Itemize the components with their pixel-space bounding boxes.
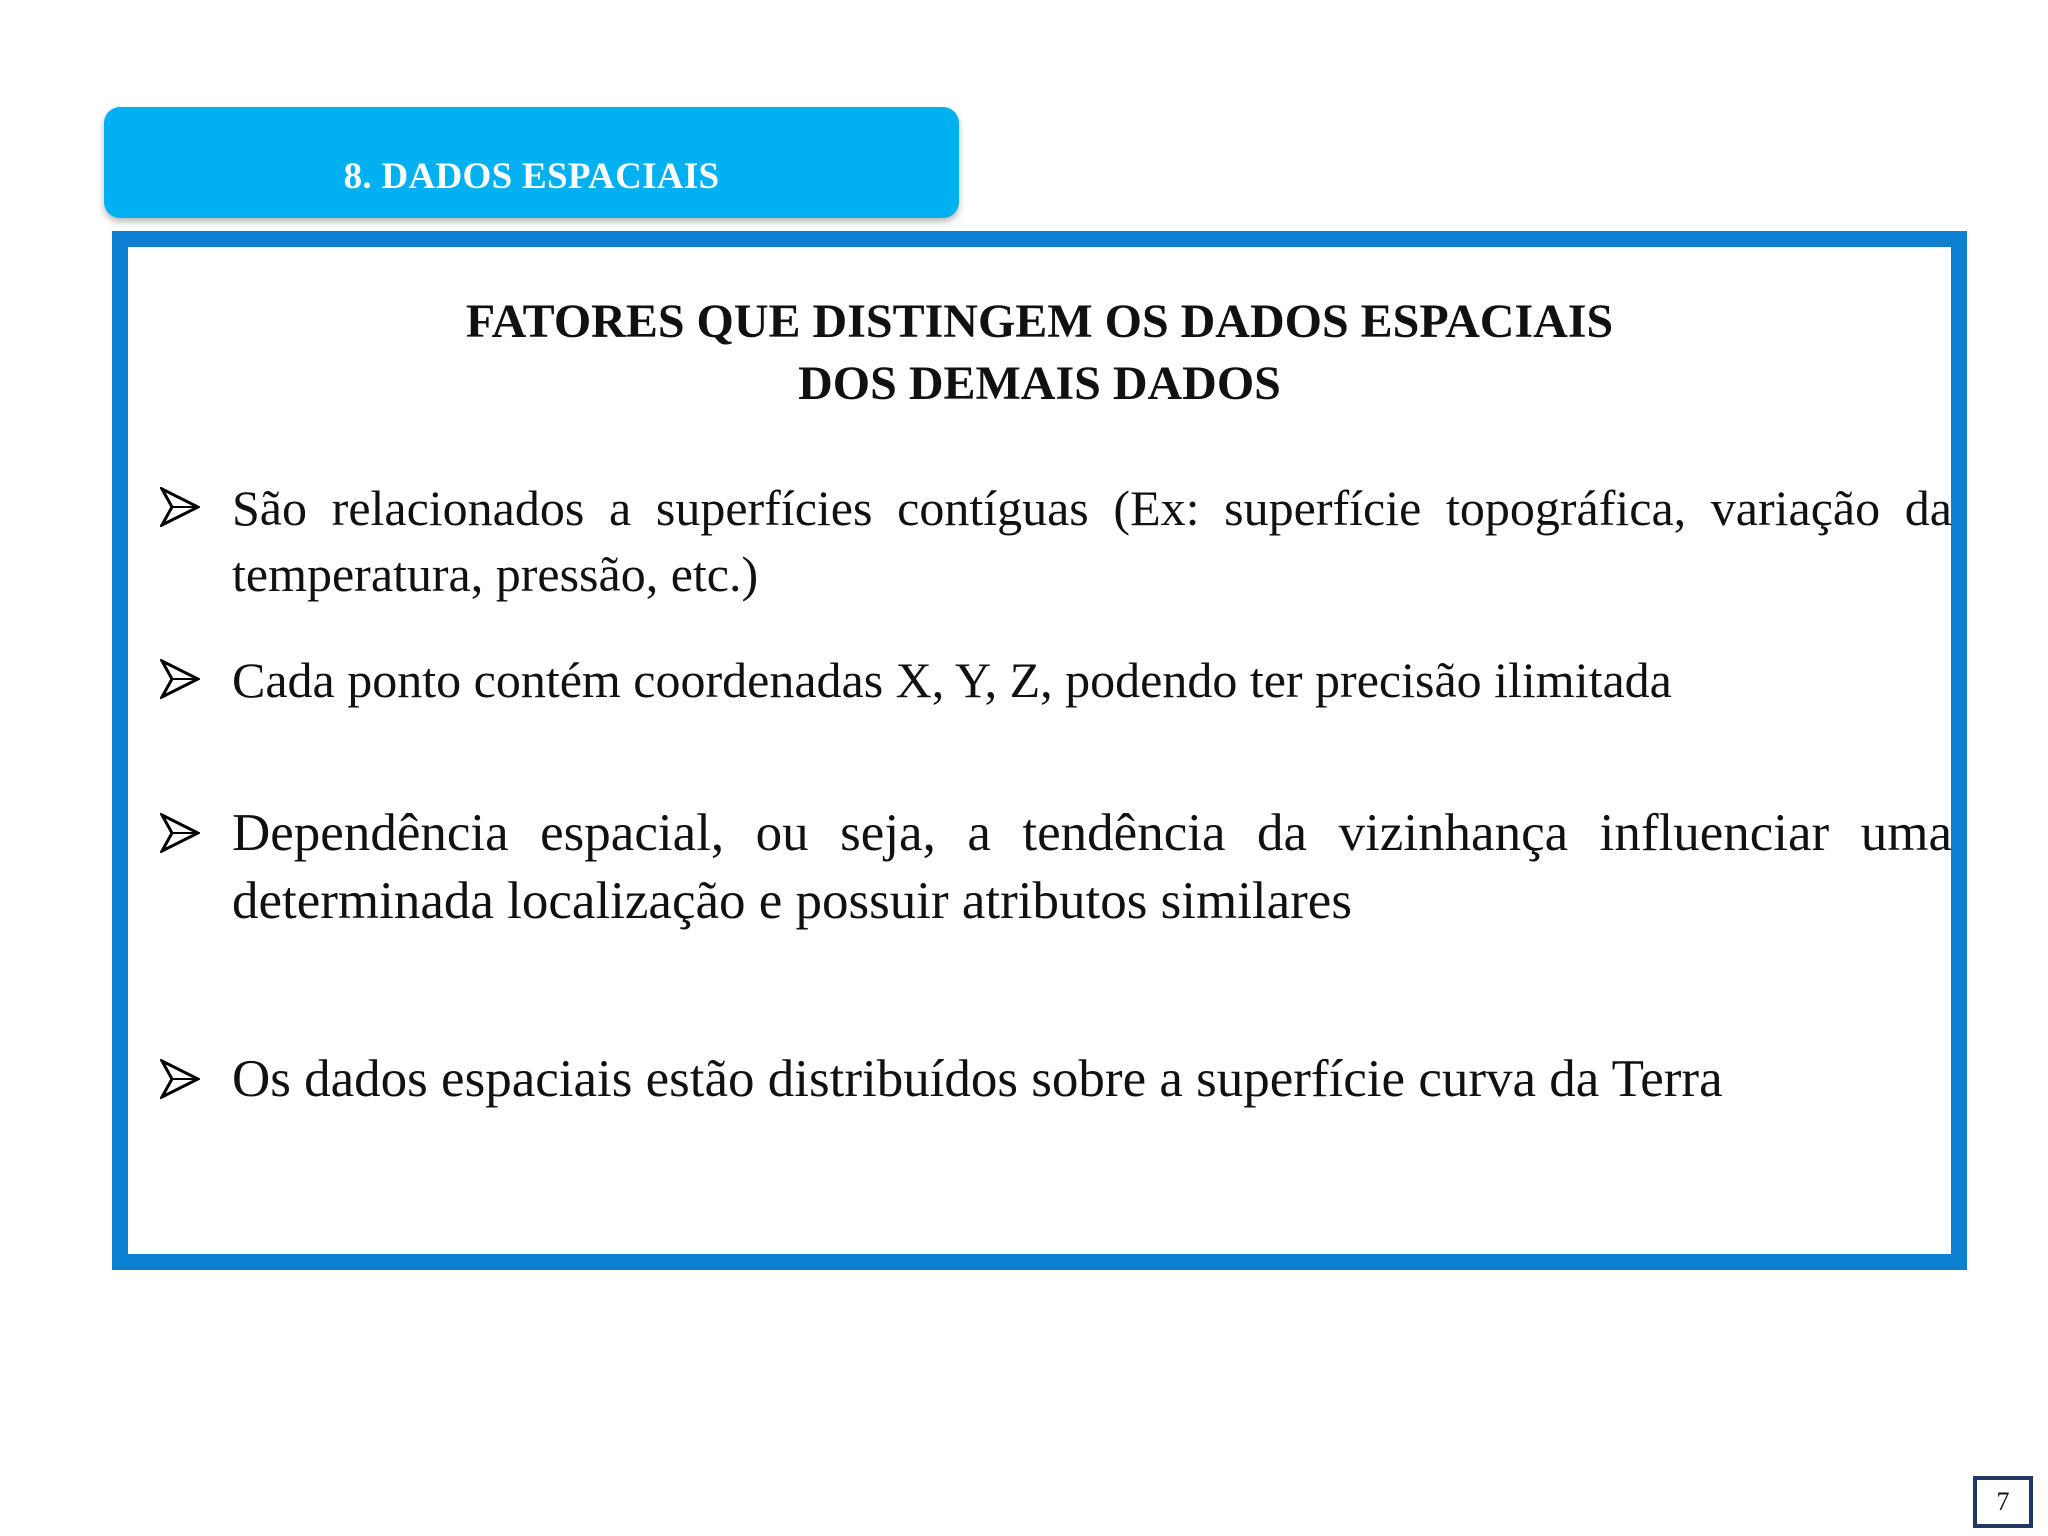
section-header-tab <box>104 107 959 218</box>
arrowhead-bullet-icon <box>160 1059 200 1099</box>
slide-title-line-2: DOS DEMAIS DADOS <box>798 357 1281 410</box>
arrowhead-bullet-icon <box>160 659 200 699</box>
bullet-text: Cada ponto contém coordenadas X, Y, Z, podendo ter precisão ilimitada <box>232 652 1672 708</box>
slide-title-line-1: FATORES QUE DISTINGEM OS DADOS ESPACIAIS <box>465 295 1614 348</box>
arrowhead-bullet-icon <box>160 487 200 527</box>
section-title: 8. DADOS ESPACIAIS <box>343 156 720 197</box>
page-number: 7 <box>1973 1476 2033 1528</box>
content-frame <box>112 231 1967 1270</box>
slide-title <box>128 291 1951 415</box>
arrowhead-bullet-icon <box>160 813 200 853</box>
bullet-text: São relacionados a superfícies contíguas (Ex: superfície topográfica, variação da temperatura, pressão, etc.) <box>232 480 1952 602</box>
bullet-text: Os dados espaciais estão distribuídos sobre a superfície curva da Terra <box>232 1050 1723 1108</box>
bullet-text: Dependência espacial, ou seja, a tendência da vizinhança influenciar uma determinada localização e possuir atributos similares <box>232 804 1952 930</box>
